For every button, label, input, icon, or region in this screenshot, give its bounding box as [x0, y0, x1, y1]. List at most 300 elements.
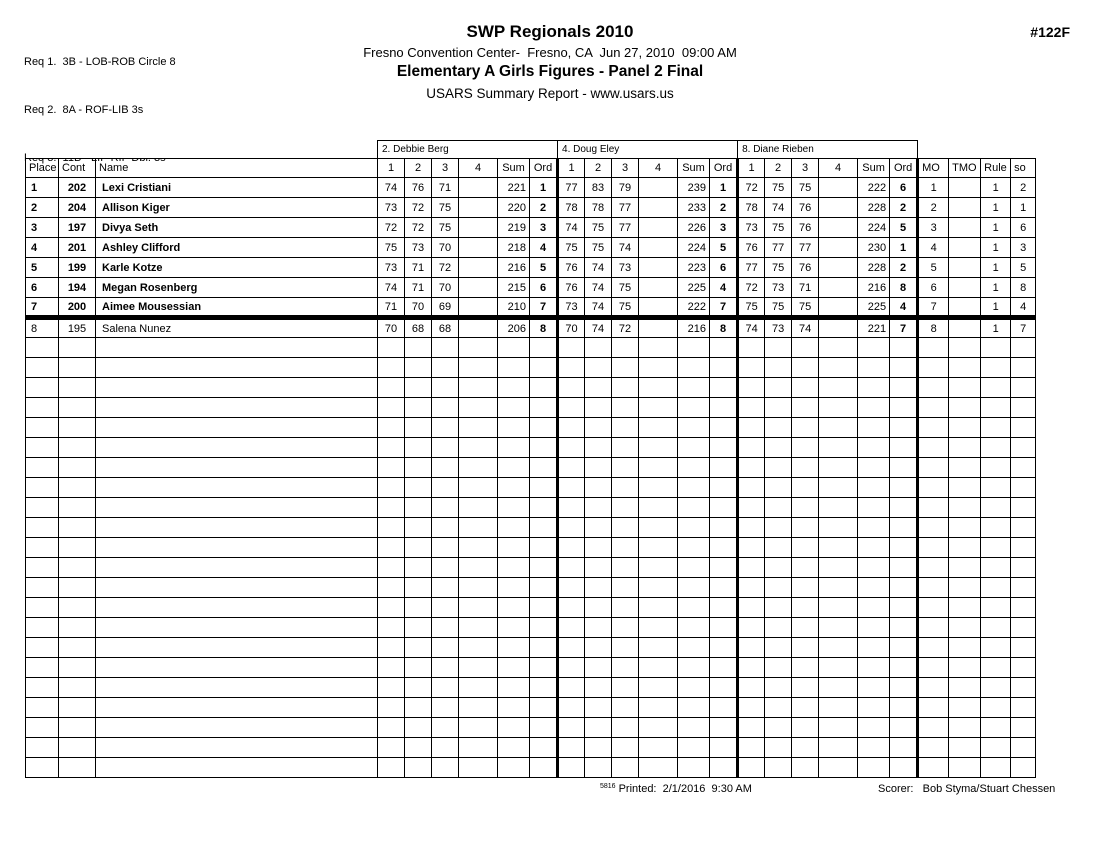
empty-cell: [558, 338, 585, 358]
empty-cell: [738, 538, 765, 558]
empty-cell: [459, 638, 498, 658]
score-cell: 73: [765, 278, 792, 298]
empty-cell: [459, 418, 498, 438]
so-cell: 4: [1011, 298, 1036, 318]
score-cell: 75: [792, 178, 819, 198]
empty-cell: [981, 638, 1011, 658]
score-cell: 2: [890, 258, 918, 278]
empty-cell: [819, 758, 858, 778]
empty-cell: [710, 498, 738, 518]
score-cell: 78: [558, 198, 585, 218]
tmo-cell: [949, 198, 981, 218]
empty-cell: [96, 378, 378, 398]
empty-cell: [819, 618, 858, 638]
empty-cell: [26, 398, 59, 418]
score-cell: 75: [765, 178, 792, 198]
score-cell: [459, 278, 498, 298]
score-cell: 5: [710, 238, 738, 258]
empty-cell: [981, 458, 1011, 478]
empty-cell: [981, 438, 1011, 458]
empty-cell: [459, 398, 498, 418]
empty-cell: [59, 558, 96, 578]
empty-cell: [890, 718, 918, 738]
score-cell: 222: [858, 178, 890, 198]
empty-cell: [819, 638, 858, 658]
score-cell: 222: [678, 298, 710, 318]
score-cell: 2: [890, 198, 918, 218]
empty-cell: [639, 678, 678, 698]
empty-cell: [26, 518, 59, 538]
score-cell: 76: [405, 178, 432, 198]
col-header: 2: [765, 159, 792, 178]
table-row: [26, 198, 1036, 218]
empty-cell: [585, 678, 612, 698]
empty-cell: [765, 418, 792, 438]
empty-cell: [96, 418, 378, 438]
score-cell: 6: [710, 258, 738, 278]
empty-cell: [819, 398, 858, 418]
empty-cell: [890, 598, 918, 618]
empty-cell: [765, 398, 792, 418]
col-header: 1: [558, 159, 585, 178]
empty-cell: [585, 558, 612, 578]
empty-cell: [858, 658, 890, 678]
empty-cell: [981, 538, 1011, 558]
judge-name: 8. Diane Rieben: [738, 141, 918, 159]
col-header: 1: [378, 159, 405, 178]
score-cell: [819, 218, 858, 238]
empty-cell: [26, 358, 59, 378]
score-cell: 72: [738, 278, 765, 298]
empty-cell: [432, 758, 459, 778]
score-cell: [819, 238, 858, 258]
empty-cell: [459, 338, 498, 358]
judge-name: 2. Debbie Berg: [378, 141, 558, 159]
empty-cell: [765, 738, 792, 758]
scorer-credit: Scorer: Bob Styma/Stuart Chessen: [878, 783, 1056, 795]
empty-cell: [612, 718, 639, 738]
empty-cell: [96, 398, 378, 418]
score-cell: 70: [432, 238, 459, 258]
empty-cell: [858, 638, 890, 658]
empty-cell: [738, 478, 765, 498]
empty-cell: [678, 538, 710, 558]
empty-cell: [612, 418, 639, 438]
score-cell: 215: [498, 278, 530, 298]
empty-cell: [890, 398, 918, 418]
score-cell: 7: [890, 318, 918, 338]
score-cell: 73: [738, 218, 765, 238]
empty-cell: [432, 538, 459, 558]
empty-cell: [792, 758, 819, 778]
empty-cell: [459, 758, 498, 778]
score-cell: 219: [498, 218, 530, 238]
contestant-number-cell: 197: [59, 218, 96, 238]
empty-cell: [949, 378, 981, 398]
empty-cell: [498, 338, 530, 358]
score-cell: [639, 258, 678, 278]
empty-cell: [432, 738, 459, 758]
empty-cell: [858, 538, 890, 558]
score-cell: 74: [378, 178, 405, 198]
empty-cell: [558, 718, 585, 738]
empty-cell: [530, 378, 558, 398]
empty-cell: [678, 738, 710, 758]
table-row: [26, 298, 1036, 318]
empty-cell: [1011, 638, 1036, 658]
empty-cell: [981, 578, 1011, 598]
empty-cell: [765, 698, 792, 718]
score-cell: 69: [432, 298, 459, 318]
score-cell: 77: [558, 178, 585, 198]
empty-cell: [710, 518, 738, 538]
empty-cell: [918, 438, 949, 458]
empty-cell: [765, 458, 792, 478]
empty-row: [26, 478, 1036, 498]
event-number: #122F: [1030, 24, 1070, 40]
judge-name: 4. Doug Eley: [558, 141, 738, 159]
empty-cell: [378, 378, 405, 398]
empty-cell: [981, 658, 1011, 678]
score-cell: [819, 178, 858, 198]
empty-cell: [890, 638, 918, 658]
skater-name-cell: Divya Seth: [96, 218, 378, 238]
score-cell: 74: [558, 218, 585, 238]
rule-cell: 1: [981, 298, 1011, 318]
score-cell: [459, 238, 498, 258]
empty-cell: [612, 338, 639, 358]
score-cell: 76: [792, 218, 819, 238]
empty-cell: [459, 698, 498, 718]
mo-cell: 4: [918, 238, 949, 258]
empty-cell: [459, 718, 498, 738]
empty-cell: [498, 678, 530, 698]
mo-cell: 6: [918, 278, 949, 298]
empty-cell: [819, 698, 858, 718]
score-cell: 221: [498, 178, 530, 198]
empty-cell: [981, 418, 1011, 438]
empty-cell: [678, 398, 710, 418]
empty-cell: [405, 438, 432, 458]
empty-cell: [890, 658, 918, 678]
empty-cell: [678, 518, 710, 538]
empty-cell: [558, 638, 585, 658]
col-header: so: [1011, 159, 1036, 178]
score-cell: 1: [890, 238, 918, 258]
empty-cell: [890, 418, 918, 438]
empty-cell: [981, 518, 1011, 538]
empty-cell: [405, 378, 432, 398]
score-cell: 1: [530, 178, 558, 198]
empty-cell: [981, 678, 1011, 698]
score-cell: [819, 198, 858, 218]
empty-cell: [96, 338, 378, 358]
empty-cell: [890, 738, 918, 758]
empty-cell: [981, 378, 1011, 398]
empty-cell: [530, 478, 558, 498]
empty-cell: [378, 418, 405, 438]
score-cell: 75: [792, 298, 819, 318]
empty-cell: [432, 338, 459, 358]
empty-cell: [59, 698, 96, 718]
empty-cell: [1011, 658, 1036, 678]
empty-cell: [738, 498, 765, 518]
tmo-cell: [949, 238, 981, 258]
empty-cell: [96, 478, 378, 498]
skater-name-cell: Salena Nunez: [96, 318, 378, 338]
score-cell: 71: [432, 178, 459, 198]
empty-cell: [858, 598, 890, 618]
empty-cell: [405, 558, 432, 578]
empty-cell: [378, 598, 405, 618]
empty-cell: [26, 478, 59, 498]
empty-cell: [498, 378, 530, 398]
score-cell: 68: [405, 318, 432, 338]
empty-cell: [890, 578, 918, 598]
empty-cell: [792, 578, 819, 598]
score-cell: 71: [405, 258, 432, 278]
empty-cell: [459, 678, 498, 698]
empty-cell: [459, 658, 498, 678]
empty-cell: [530, 558, 558, 578]
score-cell: [819, 318, 858, 338]
empty-cell: [639, 578, 678, 598]
empty-cell: [530, 578, 558, 598]
empty-cell: [432, 498, 459, 518]
empty-cell: [678, 458, 710, 478]
empty-cell: [432, 698, 459, 718]
empty-cell: [639, 418, 678, 438]
score-cell: 76: [738, 238, 765, 258]
empty-cell: [498, 638, 530, 658]
empty-cell: [530, 678, 558, 698]
empty-cell: [738, 618, 765, 638]
empty-cell: [765, 538, 792, 558]
score-cell: 5: [530, 258, 558, 278]
empty-cell: [639, 498, 678, 518]
score-cell: 75: [738, 298, 765, 318]
empty-cell: [96, 718, 378, 738]
score-cell: 220: [498, 198, 530, 218]
empty-cell: [738, 378, 765, 398]
contestant-number-cell: 201: [59, 238, 96, 258]
empty-cell: [738, 658, 765, 678]
empty-cell: [498, 418, 530, 438]
empty-cell: [432, 438, 459, 458]
empty-cell: [96, 598, 378, 618]
empty-cell: [765, 758, 792, 778]
empty-row: [26, 538, 1036, 558]
empty-cell: [949, 418, 981, 438]
empty-cell: [498, 518, 530, 538]
empty-cell: [59, 598, 96, 618]
empty-cell: [378, 718, 405, 738]
score-cell: 73: [378, 198, 405, 218]
mo-cell: 5: [918, 258, 949, 278]
score-cell: 216: [498, 258, 530, 278]
empty-cell: [405, 398, 432, 418]
empty-cell: [918, 658, 949, 678]
empty-cell: [639, 638, 678, 658]
empty-cell: [96, 618, 378, 638]
empty-cell: [585, 498, 612, 518]
empty-row: [26, 558, 1036, 578]
empty-cell: [558, 478, 585, 498]
score-cell: 72: [612, 318, 639, 338]
empty-cell: [639, 538, 678, 558]
empty-cell: [612, 738, 639, 758]
empty-cell: [890, 498, 918, 518]
empty-cell: [792, 738, 819, 758]
contestant-number-cell: 195: [59, 318, 96, 338]
empty-cell: [738, 718, 765, 738]
rule-cell: 1: [981, 278, 1011, 298]
empty-cell: [858, 378, 890, 398]
empty-cell: [819, 378, 858, 398]
empty-cell: [612, 698, 639, 718]
empty-cell: [858, 438, 890, 458]
score-cell: 73: [558, 298, 585, 318]
empty-cell: [612, 498, 639, 518]
empty-cell: [498, 538, 530, 558]
empty-cell: [558, 418, 585, 438]
col-header: 4: [459, 159, 498, 178]
rule-cell: 1: [981, 318, 1011, 338]
contestant-number-cell: 204: [59, 198, 96, 218]
empty-cell: [1011, 538, 1036, 558]
empty-cell: [792, 478, 819, 498]
competition-title: SWP Regionals 2010: [466, 22, 634, 41]
empty-cell: [585, 458, 612, 478]
score-cell: 206: [498, 318, 530, 338]
score-cell: 71: [792, 278, 819, 298]
empty-cell: [639, 558, 678, 578]
empty-cell: [738, 758, 765, 778]
empty-cell: [678, 558, 710, 578]
score-cell: [459, 298, 498, 318]
empty-cell: [738, 678, 765, 698]
empty-cell: [792, 638, 819, 658]
empty-cell: [918, 398, 949, 418]
table-row: [26, 278, 1036, 298]
empty-cell: [378, 698, 405, 718]
contestant-number-cell: 199: [59, 258, 96, 278]
empty-cell: [678, 578, 710, 598]
empty-cell: [765, 578, 792, 598]
empty-cell: [405, 418, 432, 438]
col-header: 1: [738, 159, 765, 178]
empty-cell: [96, 758, 378, 778]
empty-cell: [459, 478, 498, 498]
empty-cell: [819, 578, 858, 598]
empty-cell: [432, 458, 459, 478]
empty-cell: [639, 438, 678, 458]
empty-cell: [558, 618, 585, 638]
empty-row: [26, 418, 1036, 438]
empty-cell: [432, 518, 459, 538]
empty-cell: [819, 458, 858, 478]
empty-row: [26, 698, 1036, 718]
tmo-cell: [949, 278, 981, 298]
score-cell: 70: [405, 298, 432, 318]
empty-cell: [585, 418, 612, 438]
rule-cell: 1: [981, 178, 1011, 198]
empty-cell: [819, 518, 858, 538]
empty-cell: [530, 658, 558, 678]
empty-cell: [710, 578, 738, 598]
empty-cell: [558, 598, 585, 618]
empty-cell: [378, 338, 405, 358]
empty-cell: [498, 758, 530, 778]
empty-row: [26, 438, 1036, 458]
place-cell: 7: [26, 298, 59, 318]
col-header: 3: [612, 159, 639, 178]
empty-cell: [405, 538, 432, 558]
empty-cell: [918, 738, 949, 758]
empty-cell: [498, 738, 530, 758]
empty-cell: [738, 518, 765, 538]
so-cell: 7: [1011, 318, 1036, 338]
empty-cell: [432, 398, 459, 418]
empty-cell: [378, 538, 405, 558]
empty-cell: [890, 338, 918, 358]
empty-row: [26, 458, 1036, 478]
empty-cell: [981, 758, 1011, 778]
empty-cell: [530, 338, 558, 358]
empty-cell: [710, 738, 738, 758]
empty-cell: [678, 498, 710, 518]
score-cell: 216: [678, 318, 710, 338]
score-cell: [459, 258, 498, 278]
empty-cell: [819, 438, 858, 458]
empty-cell: [639, 658, 678, 678]
col-header: 4: [819, 159, 858, 178]
empty-cell: [405, 598, 432, 618]
empty-cell: [710, 678, 738, 698]
empty-cell: [981, 558, 1011, 578]
tmo-cell: [949, 258, 981, 278]
empty-cell: [59, 518, 96, 538]
empty-cell: [710, 378, 738, 398]
empty-cell: [530, 518, 558, 538]
empty-cell: [378, 438, 405, 458]
col-header: Ord: [530, 159, 558, 178]
empty-cell: [738, 398, 765, 418]
score-cell: 73: [378, 258, 405, 278]
so-cell: 1: [1011, 198, 1036, 218]
empty-cell: [432, 358, 459, 378]
score-cell: 75: [378, 238, 405, 258]
empty-cell: [981, 338, 1011, 358]
empty-cell: [498, 438, 530, 458]
empty-cell: [96, 698, 378, 718]
empty-cell: [585, 398, 612, 418]
empty-cell: [459, 738, 498, 758]
empty-cell: [405, 518, 432, 538]
empty-cell: [558, 738, 585, 758]
empty-cell: [459, 378, 498, 398]
empty-cell: [585, 518, 612, 538]
empty-cell: [378, 638, 405, 658]
score-cell: 70: [558, 318, 585, 338]
empty-cell: [765, 518, 792, 538]
empty-cell: [765, 718, 792, 738]
score-cell: 4: [530, 238, 558, 258]
empty-cell: [498, 458, 530, 478]
empty-cell: [498, 578, 530, 598]
empty-cell: [710, 638, 738, 658]
empty-cell: [530, 458, 558, 478]
